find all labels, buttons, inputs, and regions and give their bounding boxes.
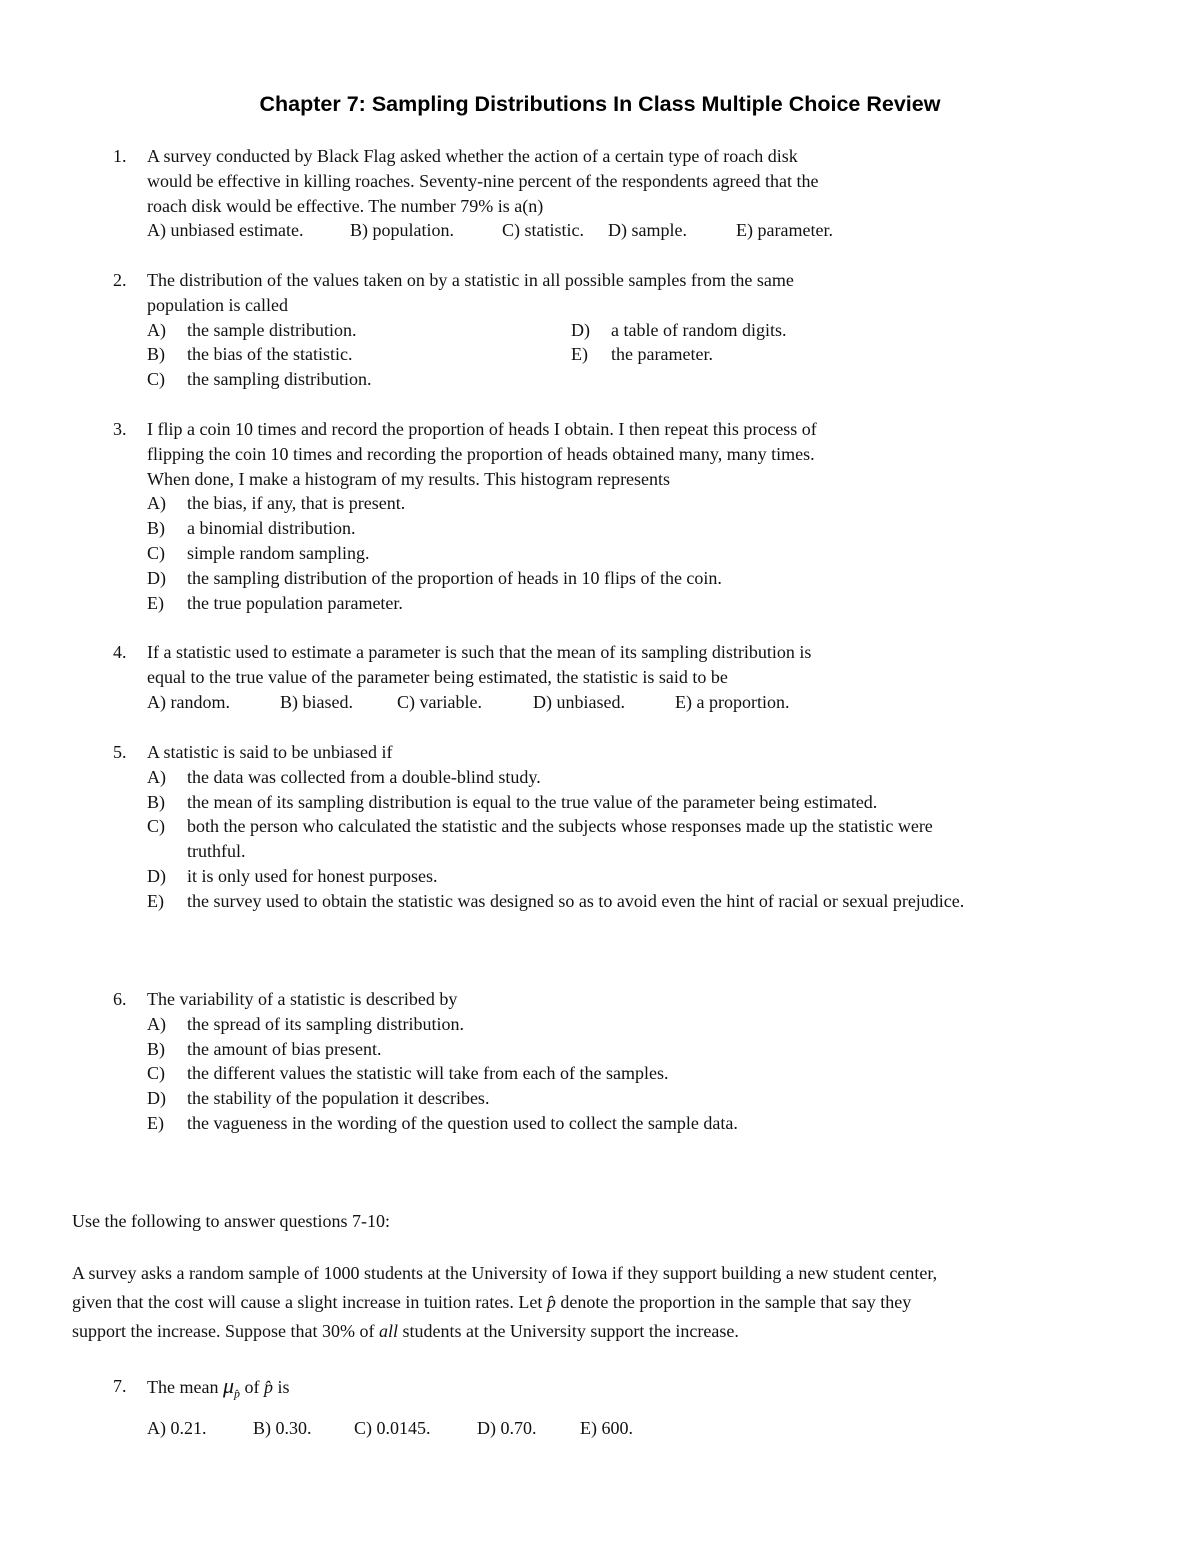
question-6: [113, 987, 993, 1136]
option-text: the stability of the population it describes.: [187, 1088, 490, 1109]
answer-option: [147, 1086, 993, 1111]
mu-symbol: μ: [222, 1373, 235, 1398]
answer-option: A) unbiased estimate.: [147, 220, 304, 241]
answer-option: [147, 566, 993, 591]
option-text: the vagueness in the wording of the question used to collect the sample data.: [187, 1112, 738, 1133]
question-stem-line: If a statistic used to estimate a parameter is such that the mean of its sampling distribution is: [147, 642, 812, 662]
answer-option: [147, 342, 571, 367]
option-letter: D): [147, 1088, 166, 1109]
question-7: [113, 1369, 993, 1445]
page-title: Chapter 7: Sampling Distributions In Class Multiple Choice Review: [259, 92, 941, 116]
answer-option: D) 0.70.: [477, 1417, 537, 1438]
option-text: it is only used for honest purposes.: [187, 865, 438, 886]
question-stem-line: equal to the true value of the parameter being estimated, the statistic is said to be: [147, 666, 728, 687]
question-number: 7.: [113, 1376, 127, 1396]
option-letter: B): [147, 518, 165, 539]
option-letter: E): [147, 592, 164, 613]
scenario-text: given that the cost will cause a slight increase in tuition rates. Let: [72, 1292, 543, 1312]
question-1: [113, 144, 993, 243]
question-text: The mean: [147, 1377, 219, 1397]
question-4: [113, 640, 993, 714]
p-hat-subscript: p̂: [234, 1386, 241, 1401]
p-hat-symbol: p̂: [546, 1292, 556, 1312]
option-letter: E): [147, 890, 164, 911]
option-text: the sampling distribution.: [187, 369, 372, 390]
instructions-line: Use the following to answer questions 7-10:: [72, 1211, 390, 1231]
answer-option: [147, 889, 993, 914]
option-letter: D): [147, 567, 166, 588]
answer-option: [147, 1111, 993, 1136]
answer-option: [147, 1061, 993, 1086]
option-letter: D): [147, 865, 166, 886]
option-text: the mean of its sampling distribution is equal to the true value of the parameter being estimated.: [187, 791, 878, 812]
question-stem-line: The variability of a statistic is described by: [147, 989, 458, 1009]
question-stem-line: flipping the coin 10 times and recording the proportion of heads obtained many, many times.: [147, 443, 815, 464]
answer-option: D) unbiased.: [533, 691, 625, 712]
answer-option: [147, 591, 993, 616]
option-letter: B): [147, 791, 165, 812]
question-stem-line: [147, 1369, 993, 1411]
option-letter: E): [147, 1112, 164, 1133]
option-letter: C): [147, 816, 165, 837]
answer-option: B) 0.30.: [253, 1417, 312, 1438]
scenario-paragraph: [72, 1259, 1132, 1346]
option-letter: C): [147, 1063, 165, 1084]
answer-option: [147, 491, 993, 516]
answer-options: [147, 1411, 993, 1445]
answer-option: [147, 318, 571, 343]
question-text: of: [244, 1377, 260, 1397]
answer-option: [571, 318, 993, 343]
option-text: the bias, if any, that is present.: [187, 493, 406, 514]
option-letter: B): [147, 1038, 165, 1059]
answer-option: E) a proportion.: [675, 691, 790, 712]
answer-option: [147, 814, 993, 864]
answer-option: E) parameter.: [736, 220, 833, 241]
scenario-line: A survey asks a random sample of 1000 students at the University of Iowa if they support building a new student center,: [72, 1263, 938, 1283]
question-stem-line: A survey conducted by Black Flag asked whether the action of a certain type of roach disk: [147, 146, 798, 166]
option-letter: C): [147, 369, 165, 390]
option-text: the bias of the statistic.: [187, 344, 353, 365]
scenario-text: students at the University support the increase.: [402, 1321, 739, 1341]
answer-option: [147, 1037, 993, 1062]
question-stem-line: When done, I make a histogram of my results. This histogram represents: [147, 468, 671, 489]
answer-option: [147, 864, 993, 889]
option-letter: D): [571, 319, 590, 340]
answer-option: E) 600.: [580, 1417, 633, 1438]
answer-options: [147, 318, 993, 392]
scenario-line: [72, 1288, 1132, 1317]
option-letter: E): [571, 344, 588, 365]
option-text: the true population parameter.: [187, 592, 403, 613]
question-number: 2.: [113, 270, 127, 290]
option-text: a table of random digits.: [611, 319, 787, 340]
option-text: the different values the statistic will take from each of the samples.: [187, 1063, 669, 1084]
option-text: the sampling distribution of the proportion of heads in 10 flips of the coin.: [187, 567, 722, 588]
answer-option: C) statistic.: [502, 220, 584, 241]
question-stem-line: would be effective in killing roaches. Seventy-nine percent of the respondents agreed that the: [147, 170, 819, 191]
answer-option: [147, 541, 993, 566]
answer-option: B) population.: [350, 220, 454, 241]
option-text: the parameter.: [611, 344, 713, 365]
answer-option: A) 0.21.: [147, 1417, 207, 1438]
question-number: 1.: [113, 146, 127, 166]
answer-option: [147, 516, 993, 541]
option-text: a binomial distribution.: [187, 518, 356, 539]
emphasis-text: all: [378, 1321, 398, 1341]
answer-option: [147, 765, 993, 790]
option-text: both the person who calculated the statistic and the subjects whose responses made up the statistic were truthful.: [187, 816, 933, 862]
option-text: the survey used to obtain the statistic was designed so as to avoid even the hint of racial or sexual prejudice.: [187, 890, 965, 911]
answer-option: D) sample.: [608, 220, 687, 241]
answer-option: A) random.: [147, 691, 230, 712]
option-letter: A): [147, 766, 166, 787]
question-3: [113, 417, 993, 615]
question-number: 5.: [113, 742, 127, 762]
answer-option: C) 0.0145.: [354, 1417, 431, 1438]
option-text: the sample distribution.: [187, 319, 357, 340]
option-text: the spread of its sampling distribution.: [187, 1013, 464, 1034]
question-number: 3.: [113, 419, 127, 439]
answer-options: [147, 690, 993, 715]
question-stem-line: I flip a coin 10 times and record the proportion of heads I obtain. I then repeat this process of: [147, 419, 817, 439]
option-text: the amount of bias present.: [187, 1038, 382, 1059]
question-5: [113, 740, 993, 914]
answer-option: [147, 367, 571, 392]
option-text: the data was collected from a double-blind study.: [187, 766, 541, 787]
option-letter: A): [147, 319, 166, 340]
question-text: is: [277, 1377, 290, 1397]
scenario-text: denote the proportion in the sample that say they: [560, 1292, 912, 1312]
answer-options: [147, 218, 993, 243]
answer-option: B) biased.: [280, 691, 353, 712]
question-number: 4.: [113, 642, 127, 662]
question-2: [113, 268, 993, 392]
scenario-text: support the increase. Suppose that 30% of: [72, 1321, 375, 1341]
option-letter: A): [147, 1013, 166, 1034]
answer-option: [147, 790, 993, 815]
option-letter: B): [147, 344, 165, 365]
p-hat-symbol: p̂: [264, 1377, 274, 1397]
question-stem-line: population is called: [147, 294, 288, 315]
option-text: simple random sampling.: [187, 542, 370, 563]
answer-option: [147, 1012, 993, 1037]
scenario-line: [72, 1317, 1132, 1346]
question-stem-line: The distribution of the values taken on by a statistic in all possible samples from the same: [147, 270, 794, 290]
answer-option: C) variable.: [397, 691, 482, 712]
question-stem-line: roach disk would be effective. The number 79% is a(n): [147, 195, 544, 216]
option-letter: A): [147, 493, 166, 514]
question-number: 6.: [113, 989, 127, 1009]
option-letter: C): [147, 542, 165, 563]
question-stem-line: A statistic is said to be unbiased if: [147, 742, 393, 762]
answer-option: [571, 342, 993, 367]
